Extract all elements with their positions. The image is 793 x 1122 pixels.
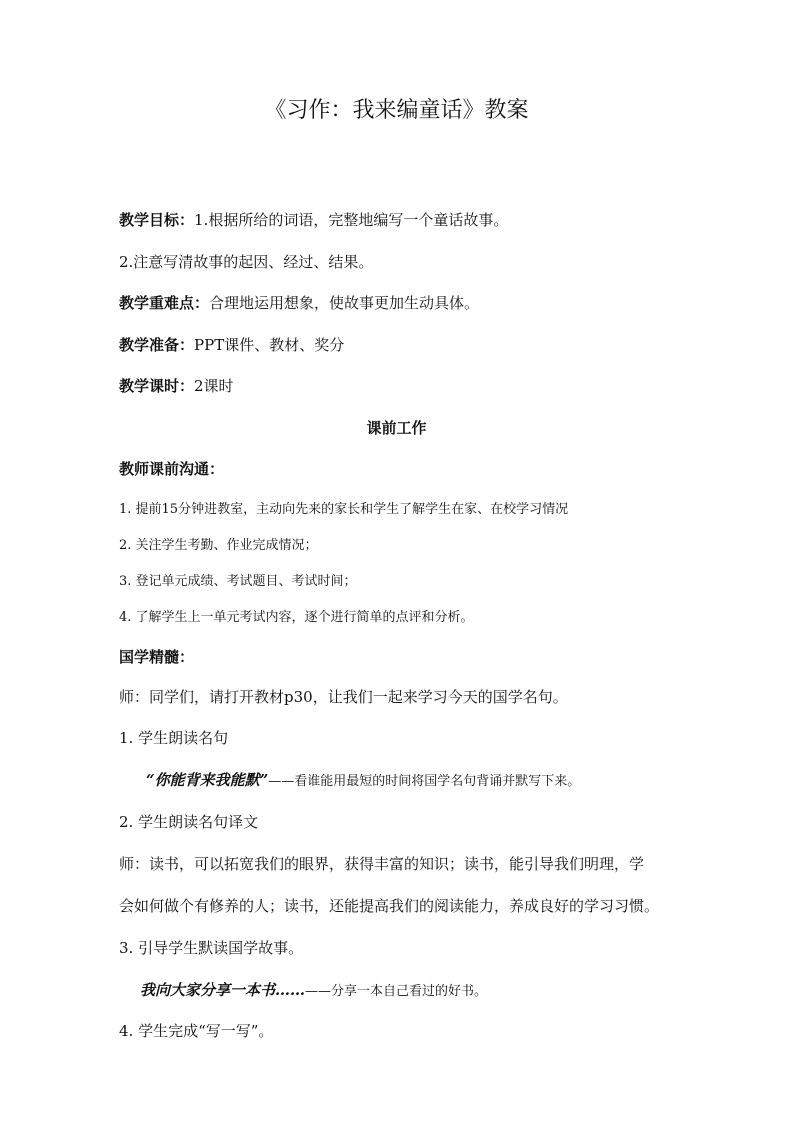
guoxue-label: 国学精髓： [119, 648, 195, 666]
teacher-instruction-1: 师：同学们，请打开教材p30，让我们一起来学习今天的国学名句。 [119, 688, 568, 706]
key-text: 合理地运用想象，使故事更加生动具体。 [209, 294, 480, 312]
goals-label: 教学目标： [119, 211, 195, 229]
activity-2-desc: ——分享一本自己看过的好书。 [305, 984, 488, 999]
list-item: 3. 登记单元成绩、考试题目、考试时间； [119, 574, 357, 589]
teaching-hours [119, 379, 234, 394]
activity-2-name: 我向大家分享一本书…… [140, 981, 306, 999]
step-2: 2. 学生朗读名句译文 [119, 813, 259, 831]
communication-label: 教师课前沟通： [119, 460, 225, 478]
hours-label: 教学课时： [119, 377, 195, 395]
list-item: 4. 了解学生上一单元考试内容，逐个进行简单的点评和分析。 [119, 610, 474, 625]
step-4: 4. 学生完成“写一写”。 [119, 1022, 274, 1040]
teaching-goals [119, 213, 508, 228]
key-label: 教学重难点： [119, 294, 210, 312]
document-title: 《习作：我来编童话》教案 [264, 98, 529, 123]
activity-1-desc: ——看谁能用最短的时间将国学名句背诵并默写下来。 [268, 774, 581, 789]
prep-label: 教学准备： [119, 336, 195, 354]
activity-2 [140, 983, 487, 998]
activity-1 [146, 773, 580, 788]
hours-text: 2课时 [194, 377, 234, 395]
step-3: 3. 引导学生默读国学故事。 [119, 939, 304, 957]
key-points [119, 296, 479, 311]
list-item: 2. 关注学生考勤、作业完成情况； [119, 538, 318, 553]
list-item: 1. 提前15分钟进教室，主动向先来的家长和学生了解学生在家、在校学习情况 [119, 502, 569, 517]
prep-text: PPT课件、教材、奖分 [194, 336, 345, 354]
teacher-instruction-2-line-2: 会如何做个有修养的人；读书，还能提高我们的阅读能力，养成良好的学习习惯。 [119, 897, 660, 915]
teaching-prep [119, 338, 344, 353]
goals-item-1: 1.根据所给的词语，完整地编写一个童话故事。 [194, 211, 509, 229]
section-title: 课前工作 [366, 419, 427, 437]
activity-1-name: “你能背来我能默” [146, 771, 269, 789]
teacher-instruction-2-line-1: 师：读书，可以拓宽我们的眼界，获得丰富的知识；读书，能引导我们明理，学 [119, 855, 645, 873]
step-1: 1. 学生朗读名句 [119, 729, 229, 747]
goals-item-2: 2.注意写清故事的起因、经过、结果。 [119, 253, 374, 271]
